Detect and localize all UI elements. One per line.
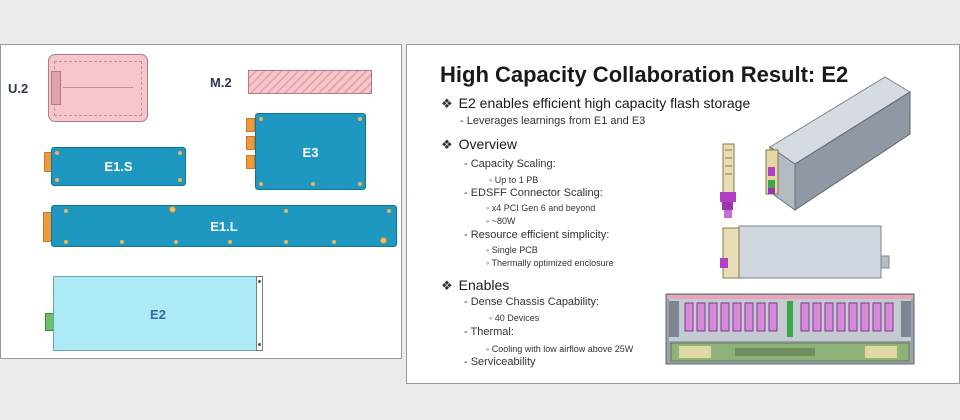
bullet-icon: ❖ — [441, 96, 453, 111]
e2-label: E2 — [150, 307, 166, 322]
bullet-icon: ❖ — [441, 137, 453, 152]
e2-side-view-image — [717, 224, 893, 282]
sub-thermal: - Thermal: — [464, 326, 514, 338]
sub2-devices: ◦ 40 Devices — [489, 313, 540, 323]
m2-drive-image — [248, 70, 372, 94]
slide-title: High Capacity Collaboration Result: E2 — [440, 62, 849, 87]
connector-detail-image — [717, 142, 741, 222]
sub-edsff-scaling: - EDSFF Connector Scaling: — [464, 187, 603, 199]
sub-capacity-scaling: - Capacity Scaling: — [464, 158, 556, 170]
e1l-drive-image — [51, 205, 397, 247]
e2-drive-image — [53, 276, 263, 351]
u2-drive-image — [48, 54, 148, 122]
u2-label: U.2 — [8, 81, 29, 96]
sub2-thermal-enclosure: ◦ Thermally optimized enclosure — [486, 258, 614, 268]
e1s-drive-image — [51, 147, 186, 186]
bullet-overview-text: Overview — [458, 136, 518, 152]
bullet-efficient-text: E2 enables efficient high capacity flash storage — [458, 95, 751, 111]
chassis-image — [665, 293, 915, 365]
sub2-single-pcb: ◦ Single PCB — [486, 245, 538, 255]
sub2-pci-gen6: ◦ x4 PCI Gen 6 and beyond — [486, 203, 596, 213]
bullet-enables-text: Enables — [458, 277, 510, 293]
sub-serviceability: - Serviceability — [464, 356, 536, 368]
e1l-label: E1.L — [210, 219, 238, 234]
e1s-label: E1.S — [104, 159, 133, 174]
bullet-overview — [441, 136, 517, 153]
e2-device-3d-image — [760, 72, 920, 222]
sub-dense-chassis: - Dense Chassis Capability: — [464, 296, 600, 308]
e3-drive-image — [255, 113, 366, 190]
e3-label: E3 — [302, 145, 319, 160]
sub2-watts: ◦ ~80W — [486, 216, 516, 226]
m2-label: M.2 — [210, 75, 232, 90]
sub2-up-to-1pb: ◦ Up to 1 PB — [489, 175, 539, 185]
e3-connector-top — [246, 118, 255, 132]
e3-connector-mid — [246, 136, 255, 150]
bullet-enables — [441, 277, 509, 294]
e3-connector-bottom — [246, 155, 255, 169]
sub-leverages: - Leverages learnings from E1 and E3 — [460, 115, 646, 127]
bullet-efficient — [441, 95, 750, 112]
sub2-cooling: ◦ Cooling with low airflow above 25W — [486, 344, 634, 354]
sub-resource: - Resource efficient simplicity: — [464, 229, 610, 241]
bullet-icon: ❖ — [441, 278, 453, 293]
